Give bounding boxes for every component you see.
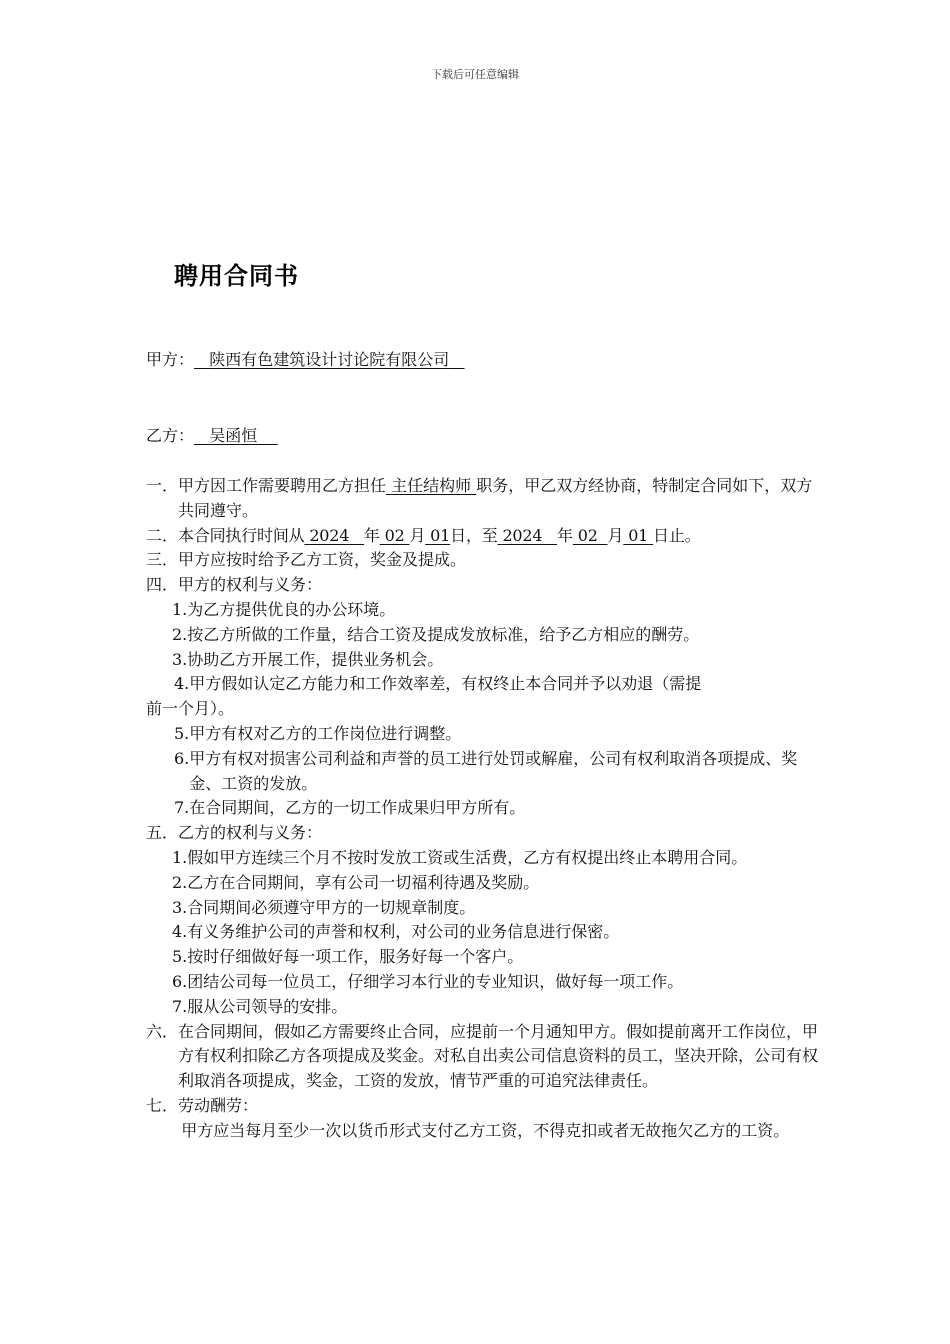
clause-3-number: 三．: [146, 550, 179, 570]
clause-4-item-4: 4.甲方假如认定乙方能力和工作效率差，有权终止本合同并予以劝退（需提 前一个月）。: [146, 674, 702, 719]
clause-1-post: 职务，甲乙双方经协商，特制定合同如下，双方共同遵守。: [178, 476, 813, 520]
clause-5-item-1: 1. 假如甲方连续三个月不按时发放工资或生活费，乙方有权提出终止本聘用合同。: [172, 847, 748, 867]
clause-5-item-4: 4. 有义务维护公司的声誉和权利，对公司的业务信息进行保密。: [172, 922, 620, 942]
party-b-label: 乙方：: [146, 426, 195, 445]
party-a-value: 陕西有色建筑设计讨论院有限公司: [209, 350, 450, 369]
clause-2-start-year: 2024: [309, 525, 350, 545]
clause-1-number: 一．: [146, 476, 179, 495]
clause-4-heading: 四． 甲方的权利与义务：: [146, 573, 826, 598]
clause-4-item-5: 5. 甲方有权对乙方的工作岗位进行调整。: [174, 723, 462, 743]
clause-2-number: 二．: [146, 525, 179, 545]
clause-1-position: 主任结构师: [391, 476, 472, 495]
party-b-underline-lead: [194, 426, 209, 445]
clause-5-heading: 五． 乙方的权利与义务：: [146, 821, 826, 846]
clause-2-start-day: 01: [430, 525, 451, 545]
clause-4-item-3: 3. 协助乙方开展工作，提供业务机会。: [172, 649, 444, 669]
clause-2-end-year: 2024: [502, 525, 543, 545]
clause-1-pre: 甲方因工作需要聘用乙方担任: [178, 476, 387, 495]
clause-7-number: 七．: [146, 1095, 179, 1115]
contract-body: [146, 474, 826, 1144]
party-a-underline-lead: [194, 350, 209, 369]
clause-2-start-month: 02: [384, 525, 405, 545]
clause-7-heading: 七． 劳动酬劳：: [146, 1094, 826, 1119]
clause-2-end-day: 01: [628, 525, 649, 545]
clause-5-item-7: 7. 服从公司领导的安排。: [172, 996, 348, 1016]
party-b-value: 吴函恒: [209, 426, 258, 445]
clause-7-text: 甲方应当每月至少一次以货币形式支付乙方工资，不得克扣或者无故拖欠乙方的工资。: [181, 1120, 790, 1140]
clause-2: 二． 本合同执行时间从 2024 年 02 月 01日，至 2024 年 02 月 01 日止。: [146, 524, 826, 549]
clause-5-number: 五．: [146, 823, 179, 843]
clause-4-number: 四．: [146, 575, 179, 595]
party-b-underline-tail: [257, 426, 277, 445]
clause-4-item-6: 6. 甲方有权对损害公司利益和声誉的员工进行处罚或解雇，公司有权利取消各项提成、奖金、工资的发放。: [174, 748, 798, 793]
clause-6-number: 六．: [146, 1021, 179, 1041]
clause-3: [146, 548, 826, 573]
clause-6: [146, 1020, 826, 1094]
document-title: 聘用合同书: [174, 262, 299, 290]
clause-4-item-2: 2. 按乙方所做的工作量，结合工资及提成发放标准，给予乙方相应的酬劳。: [172, 624, 700, 644]
clause-5-item-5: 5. 按时仔细做好每一项工作，服务好每一个客户。: [172, 947, 524, 967]
party-a-line: [146, 350, 465, 370]
clause-3-text: 甲方应按时给予乙方工资，奖金及提成。: [178, 550, 467, 570]
clause-2-pre: 本合同执行时间从: [178, 525, 305, 545]
party-a-underline-tail: [449, 350, 464, 369]
clause-2-end-month: 02: [577, 525, 598, 545]
clause-5-item-6: 6. 团结公司每一位员工，仔细学习本行业的专业知识，做好每一项工作。: [172, 971, 684, 991]
clause-5-item-2: 2. 乙方在合同期间，享有公司一切福利待遇及奖励。: [172, 872, 540, 892]
party-b-line: [146, 426, 278, 446]
party-a-label: 甲方：: [146, 350, 195, 369]
clause-6-text: 在合同期间，假如乙方需要终止合同，应提前一个月通知甲方。假如提前离开工作岗位，甲方有权利扣除乙方各项提成及奖金。对私自出卖公司信息资料的员工，坚决开除，公司有权利取消各项提成，奖金，工资的发放，情节严重的可追究法律责任。: [178, 1021, 819, 1091]
clause-1: [146, 474, 826, 524]
clause-5-item-3: 3. 合同期间必须遵守甲方的一切规章制度。: [172, 897, 476, 917]
clause-4-item-1: 1. 为乙方提供优良的办公环境。: [172, 599, 396, 619]
clause-4-item-7: 7. 在合同期间，乙方的一切工作成果归甲方所有。: [174, 798, 526, 818]
page-header-note: 下载后可任意编辑: [431, 68, 519, 81]
